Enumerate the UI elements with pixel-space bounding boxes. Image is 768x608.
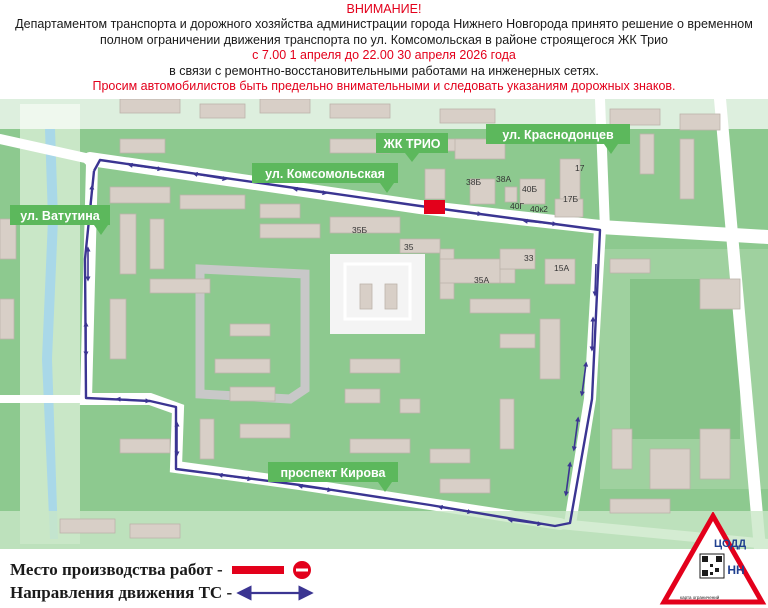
closure-map <box>0 99 768 549</box>
building-17b: 17Б <box>563 194 579 204</box>
building-40k2: 40к2 <box>530 204 548 214</box>
notice-line-1: Департаментом транспорта и дорожного хозяйства администрации города Нижнего Новгорода принято решение о временном <box>15 17 753 32</box>
legend <box>0 549 768 608</box>
building-40g: 40Г <box>510 201 525 211</box>
notice-warning: Просим автомобилистов быть предельно внимательными и следовать указаниям дорожных знаков. <box>92 79 676 94</box>
building-38a: 38А <box>496 174 512 184</box>
logo-title: ЦОДД <box>713 538 747 550</box>
no-entry-icon-bar <box>296 569 308 572</box>
notice-header <box>0 0 768 98</box>
building-40b: 40Б <box>522 184 538 194</box>
label-komsomolskaya: ул. Комсомольская <box>265 167 385 181</box>
direction-legend-symbol <box>236 584 316 602</box>
closure-bar-icon <box>232 566 284 574</box>
label-trio: ЖК ТРИО <box>383 137 441 151</box>
label-vatutina: ул. Ватутина <box>20 209 100 223</box>
building-35a: 35А <box>474 275 490 285</box>
logo-side-text: карта ограничений <box>680 595 720 600</box>
legend-works <box>10 559 317 581</box>
legend-directions-label: Направления движения ТС - <box>10 583 233 603</box>
logo-city: НН <box>727 563 745 577</box>
notice-line-4: в связи с ремонтно-восстановительными работами на инженерных сетях. <box>169 63 599 78</box>
building-17: 17 <box>575 163 585 173</box>
building-15a: 15А <box>554 263 570 273</box>
legend-directions <box>10 582 316 603</box>
label-kirova: проспект Кирова <box>280 466 386 480</box>
notice-title: ВНИМАНИЕ! <box>346 2 422 16</box>
works-legend-symbol <box>227 559 317 581</box>
arrow-right-1 <box>595 264 596 294</box>
legend-works-label: Место производства работ - <box>10 560 223 580</box>
works-site-marker <box>424 200 445 214</box>
arrow-right-2 <box>592 319 593 349</box>
label-krasnodontsev: ул. Краснодонцев <box>502 128 614 142</box>
notice-dates: с 7.00 1 апреля до 22.00 30 апреля 2026 года <box>252 48 516 63</box>
building-35b: 35Б <box>352 225 368 235</box>
codd-logo <box>658 512 768 608</box>
building-35: 35 <box>404 242 414 252</box>
building-38b: 38Б <box>466 177 482 187</box>
building-33: 33 <box>524 253 534 263</box>
notice-line-2: полном ограничении движения транспорта по ул. Комсомольская в районе строящегося ЖК Трио <box>99 32 669 47</box>
